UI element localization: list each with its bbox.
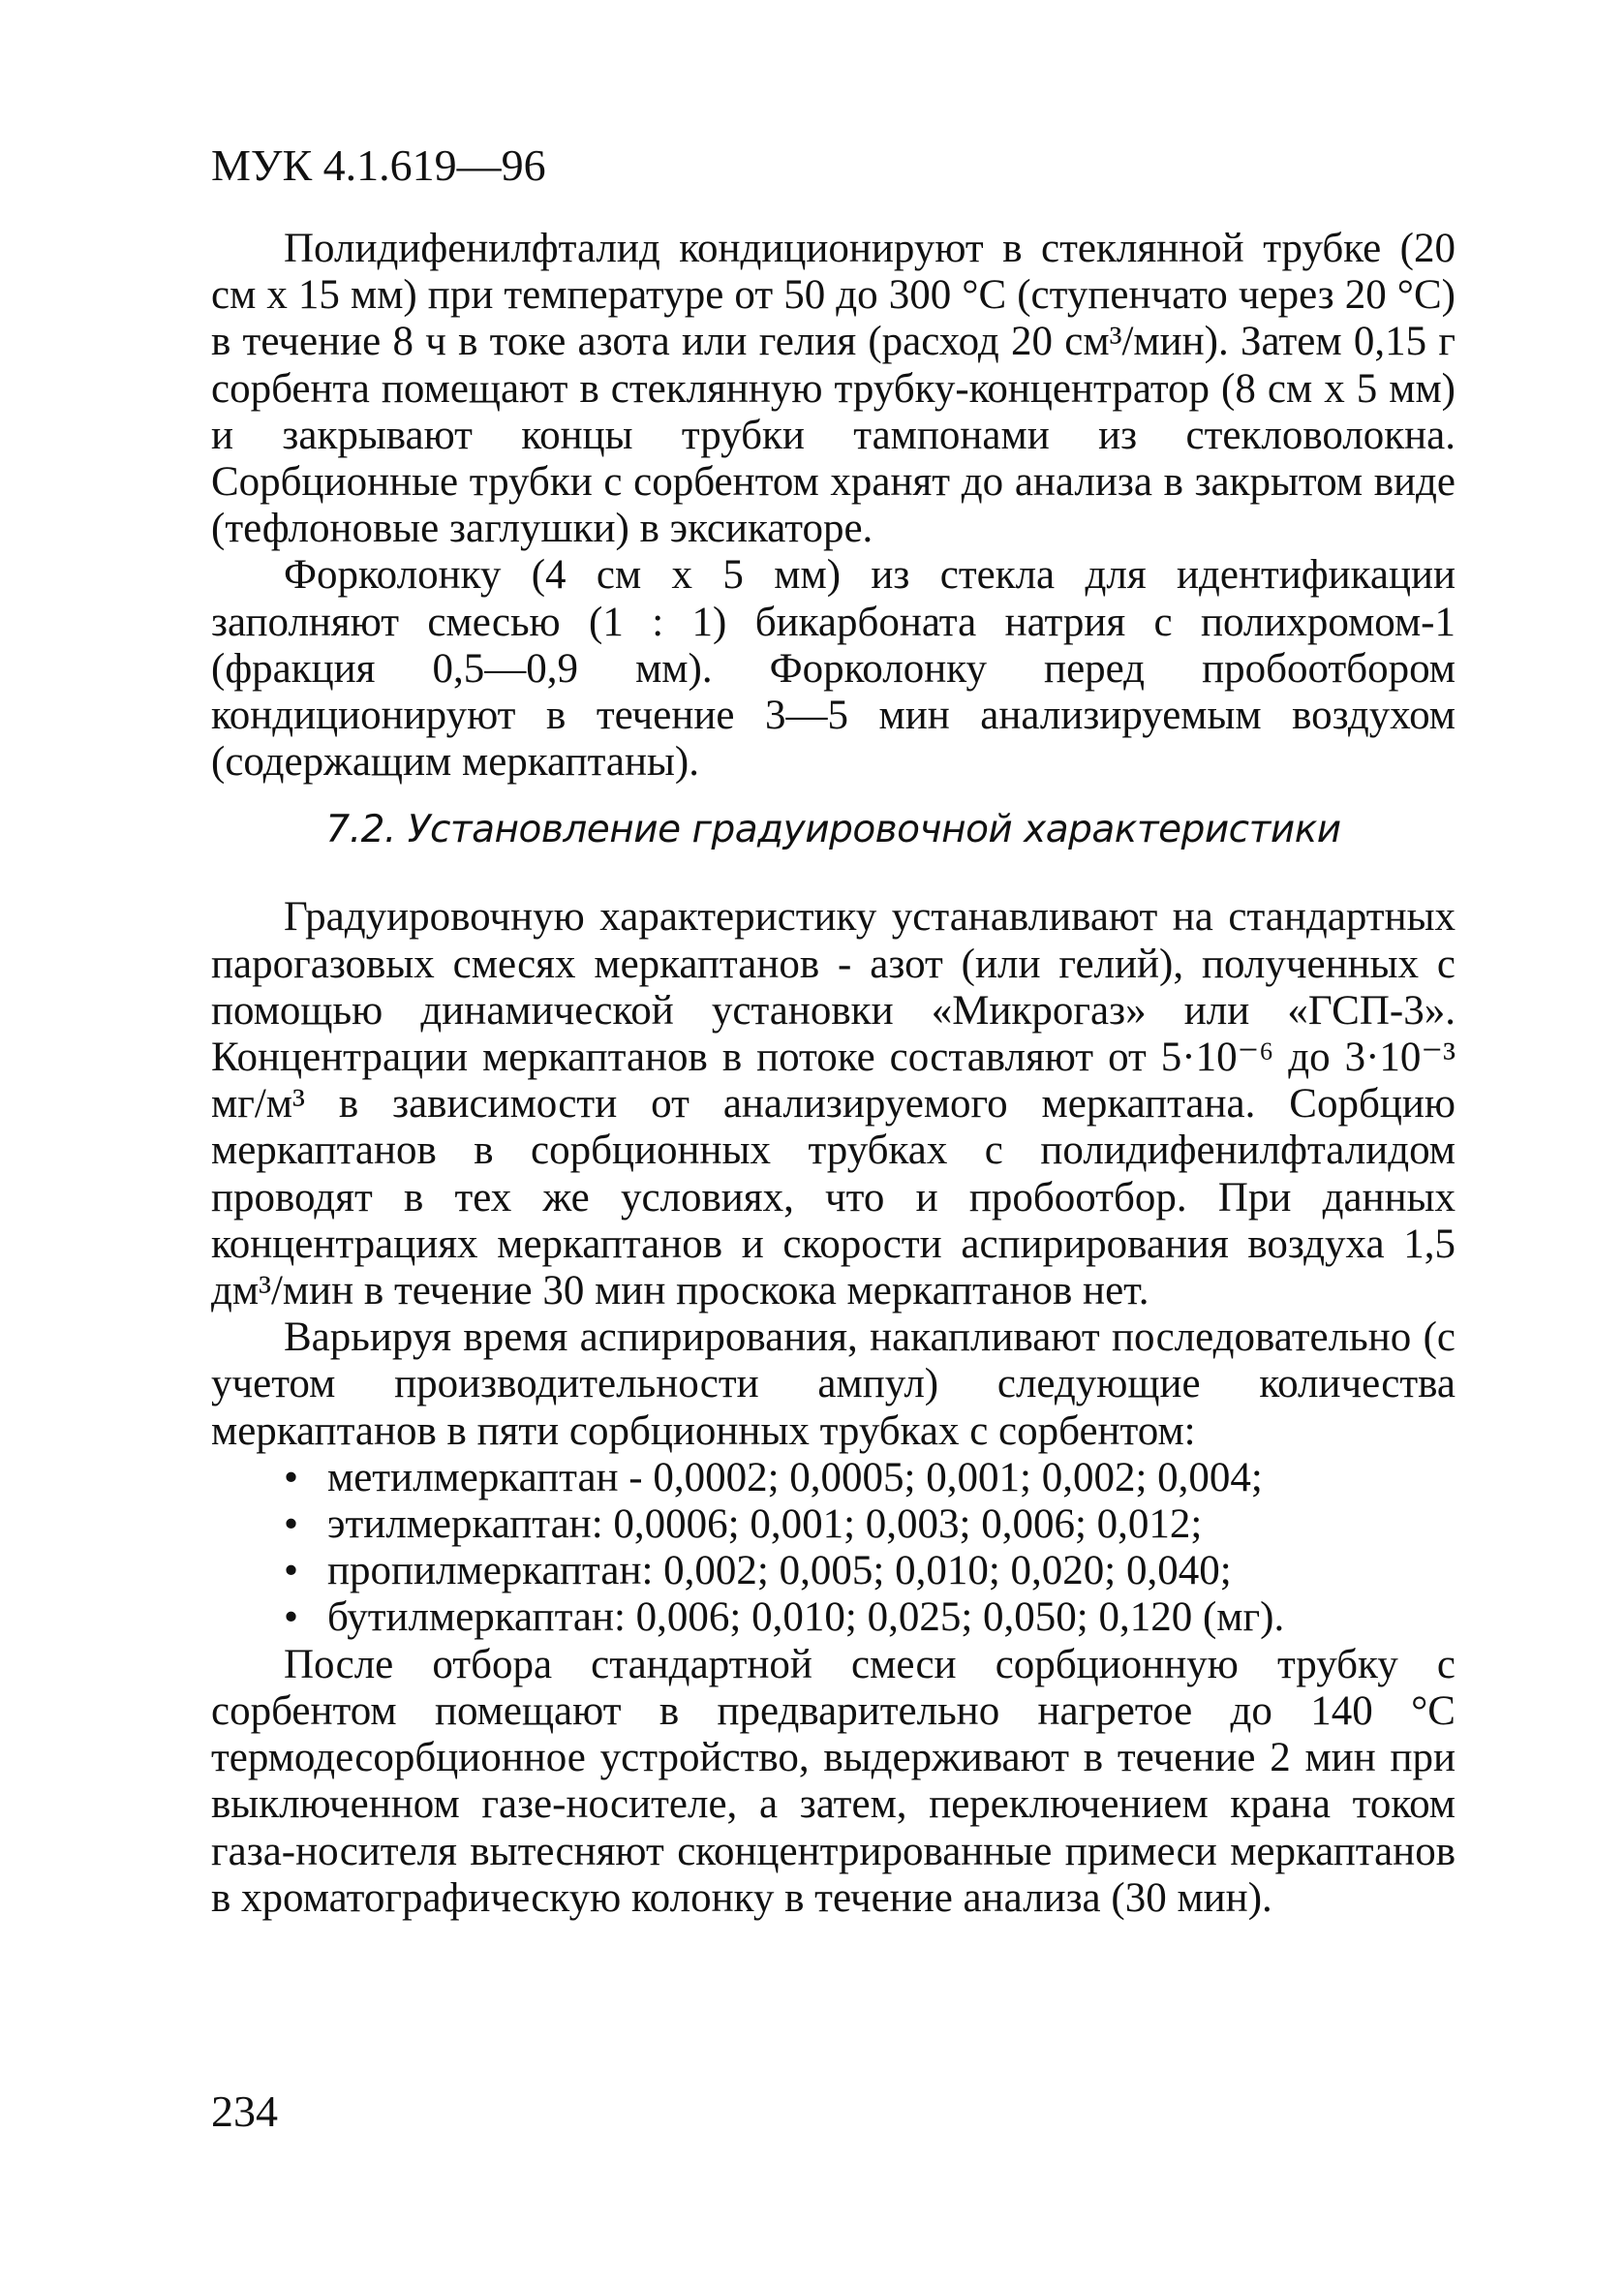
list-item: • метилмеркаптан - 0,0002; 0,0005; 0,001; 0,002; 0,004; <box>284 1455 1455 1501</box>
list-item: • этилмеркаптан: 0,0006; 0,001; 0,003; 0,006; 0,012; <box>284 1501 1455 1548</box>
paragraph-aspiration: Варьируя время аспирирования, накапливают последовательно (с учетом производительности ампул) следующие количества меркаптанов в пяти сорбционных трубках с сорбентом: <box>211 1314 1455 1454</box>
paragraph-calibration: Градуировочную характеристику устанавливают на стандартных парогазовых смесях меркаптанов - азот (или гелий), полученных с помощью динамической установки «Микрогаз» или «ГСП-3». Концентрации меркаптанов в потоке составляют от 5·10⁻⁶ до 3·10⁻³ мг/м³ в зависимости от анализируемого меркаптана. Сорбцию меркаптанов в сорбционных трубках с полидифенилфталидом проводят в тех же условиях, что и пробоотбор. При данных концентрациях меркаптанов и скорости аспирирования воздуха 1,5 дм³/мин в течение 30 мин проскока меркаптанов нет. <box>211 894 1455 1314</box>
page-number: 234 <box>211 2086 278 2136</box>
paragraph-sorbent-conditioning: Полидифенилфталид кондиционируют в стеклянной трубке (20 см х 15 мм) при температуре от 50 до 300 °С (ступенчато через 20 °С) в течение 8 ч в токе азота или гелия (расход 20 см³/мин). Затем 0,15 г сорбента помещают в стеклянную трубку-концентратор (8 см х 5 мм) и закрывают концы трубки тампонами из стекловолокна. Сорбционные трубки с сорбентом хранят до анализа в закрытом виде (тефлоновые заглушки) в эксикаторе. <box>211 226 1455 552</box>
paragraph-precolumn: Форколонку (4 см х 5 мм) из стекла для идентификации заполняют смесью (1 : 1) бикарбоната натрия с полихромом-1 (фракция 0,5—0,9 мм). Форколонку перед пробоотбором кондиционируют в течение 3—5 мин анализируемым воздухом (содержащим меркаптаны). <box>211 552 1455 786</box>
mercaptan-quantities-list <box>211 1455 1455 1642</box>
list-item: • пропилмеркаптан: 0,002; 0,005; 0,010; 0,020; 0,040; <box>284 1548 1455 1594</box>
paragraph-thermodesorption: После отбора стандартной смеси сорбционную трубку с сорбентом помещают в предварительно нагретое до 140 °С термодесорбционное устройство, выдерживают в течение 2 мин при выключенном газе-носителе, а затем, переключением крана током газа-носителя вытесняют сконцентрированные примеси меркаптанов в хроматографическую колонку в течение анализа (30 мин). <box>211 1641 1455 1921</box>
body-text <box>211 226 1455 1922</box>
section-heading: 7.2. Установление градуировочной характеристики <box>325 808 1341 852</box>
list-item: • бутилмеркаптан: 0,006; 0,010; 0,025; 0,050; 0,120 (мг). <box>284 1594 1455 1641</box>
document-code-header: МУК 4.1.619—96 <box>211 140 546 190</box>
